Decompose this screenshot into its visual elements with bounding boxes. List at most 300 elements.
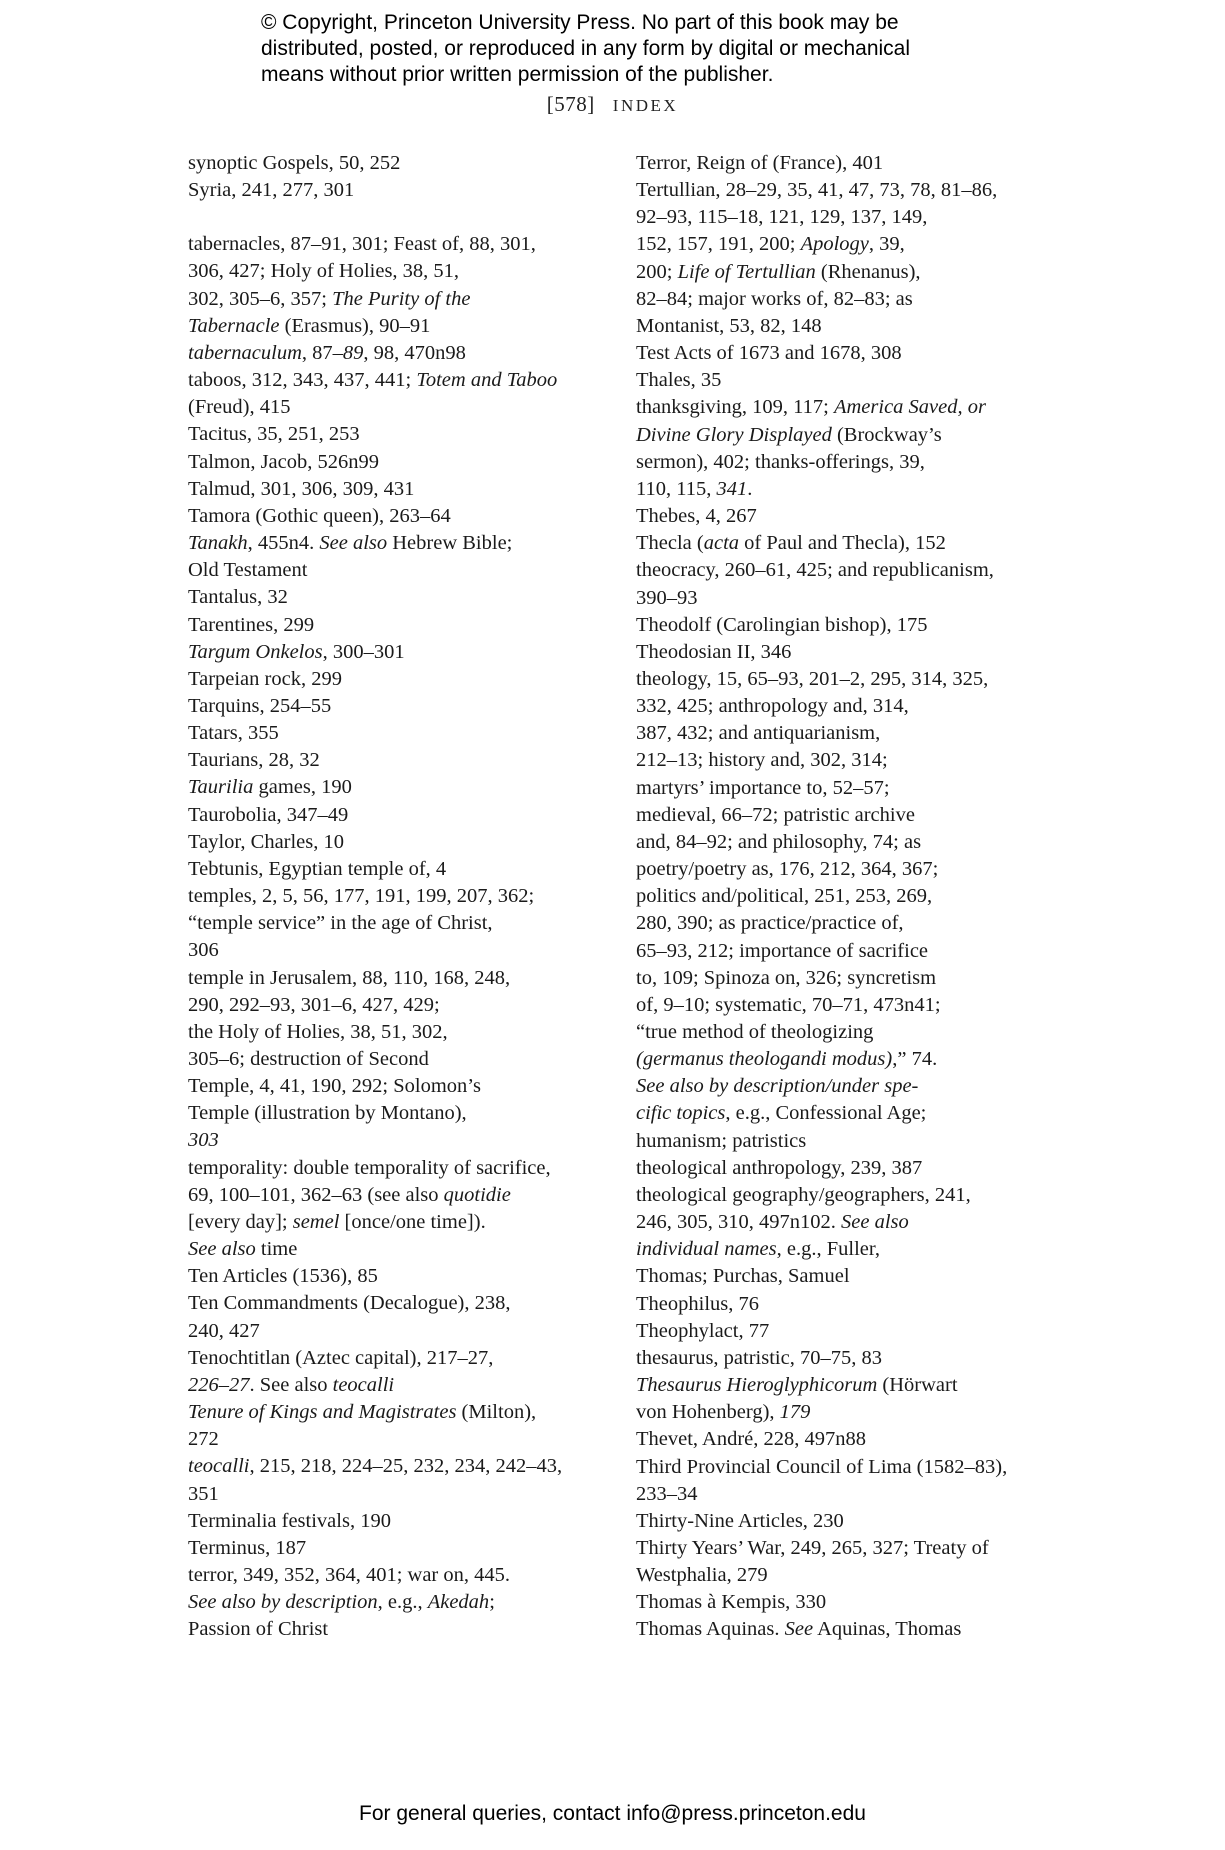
index-entry-line bbox=[188, 340, 608, 367]
entry-text: 332, 425; anthropology and, 314, bbox=[636, 695, 909, 718]
index-entry-line bbox=[188, 258, 608, 285]
index-entry-line bbox=[188, 802, 608, 829]
entry-text: 351 bbox=[188, 1482, 219, 1505]
index-entry-line bbox=[636, 1426, 1056, 1453]
index-entry-line bbox=[188, 1508, 608, 1535]
entry-text: 290, 292–93, 301–6, 427, 429; bbox=[188, 993, 440, 1016]
entry-text: the Holy of Holies, 38, 51, 302, bbox=[188, 1020, 448, 1043]
entry-text: 233–34 bbox=[636, 1482, 698, 1505]
entry-text: 82–84; major works of, 82–83; as bbox=[636, 287, 913, 310]
entry-text: (Hörwart bbox=[877, 1374, 958, 1397]
entry-text: Tatars, 355 bbox=[188, 722, 279, 745]
index-entry bbox=[636, 1508, 1056, 1535]
entry-text: 280, 390; as practice/practice of, bbox=[636, 912, 904, 935]
entry-text: 92–93, 115–18, 121, 129, 137, 149, bbox=[636, 206, 928, 229]
entry-text: Thirty Years’ War, 249, 265, 327; Treaty of bbox=[636, 1536, 989, 1559]
entry-text: humanism; patristics bbox=[636, 1129, 807, 1152]
entry-italic-text: See also bbox=[319, 532, 388, 555]
index-entry-line bbox=[636, 394, 1056, 421]
index-entry-line bbox=[188, 231, 608, 258]
index-entry-line bbox=[636, 829, 1056, 856]
entry-text: Terminus, 187 bbox=[188, 1536, 307, 1559]
entry-italic-text: teocalli bbox=[188, 1455, 250, 1478]
entry-text: Tebtunis, Egyptian temple of, 4 bbox=[188, 857, 447, 880]
entry-text: of, 9–10; systematic, 70–71, 473n41; bbox=[636, 993, 941, 1016]
entry-text: , e.g., bbox=[377, 1591, 428, 1614]
index-entry bbox=[188, 883, 608, 964]
index-entry bbox=[636, 1345, 1056, 1372]
entry-text: Tertullian, 28–29, 35, 41, 47, 73, 78, 81–86, bbox=[636, 179, 998, 202]
entry-text: Hebrew Bible; bbox=[387, 532, 513, 555]
entry-italic-text: 341 bbox=[716, 477, 748, 500]
index-entry-line bbox=[188, 530, 608, 557]
entry-text: (Brockway’s bbox=[831, 423, 942, 446]
index-entry-line bbox=[636, 503, 1056, 530]
index-entry-line bbox=[636, 1454, 1056, 1481]
entry-text: (Erasmus), 90–91 bbox=[279, 314, 431, 337]
index-entry-line bbox=[188, 449, 608, 476]
entry-text: Theodolf (Carolingian bishop), 175 bbox=[636, 613, 928, 636]
index-entry-line bbox=[188, 177, 608, 204]
index-entry-line bbox=[636, 1236, 1056, 1263]
index-entry bbox=[188, 965, 608, 1155]
index-entry bbox=[188, 1562, 608, 1643]
index-entry bbox=[636, 367, 1056, 394]
entry-text: (Freud), 415 bbox=[188, 396, 291, 419]
index-entry-line bbox=[636, 938, 1056, 965]
entry-text: 152, 157, 191, 200; bbox=[636, 233, 801, 256]
index-entry bbox=[188, 829, 608, 856]
index-entry bbox=[636, 1182, 1056, 1291]
entry-text: , e.g., Fuller, bbox=[776, 1238, 881, 1261]
entry-text: thesaurus, patristic, 70–75, 83 bbox=[636, 1346, 882, 1369]
index-entry-line bbox=[188, 1182, 608, 1209]
index-entry-line bbox=[188, 1209, 608, 1236]
index-entry-line bbox=[636, 204, 1056, 231]
index-entry bbox=[636, 503, 1056, 530]
entry-text: , e.g., Confessional Age; bbox=[725, 1102, 927, 1125]
index-entry-line bbox=[188, 1100, 608, 1127]
entry-italic-text: Totem and Taboo bbox=[416, 369, 558, 392]
index-entry-line bbox=[636, 1128, 1056, 1155]
entry-text: “temple service” in the age of Christ, bbox=[188, 912, 493, 935]
entry-text: Tamora (Gothic queen), 263–64 bbox=[188, 504, 451, 527]
index-entry bbox=[188, 476, 608, 503]
entry-text: Aquinas, Thomas bbox=[813, 1618, 962, 1641]
entry-text: synoptic Gospels, 50, 252 bbox=[188, 152, 401, 174]
entry-text: (Milton), bbox=[456, 1401, 537, 1424]
entry-text: . See also bbox=[249, 1373, 333, 1396]
index-entry-line bbox=[188, 747, 608, 774]
index-entry-line bbox=[636, 177, 1056, 204]
entry-text: temple in Jerusalem, 88, 110, 168, 248, bbox=[188, 966, 511, 989]
index-entry bbox=[636, 1318, 1056, 1345]
entry-text: Syria, 241, 277, 301 bbox=[188, 179, 355, 202]
entry-text: 302, 305–6, 357; bbox=[188, 287, 333, 310]
copyright-line: distributed, posted, or reproduced in any form by digital or mechanical bbox=[261, 37, 911, 60]
index-entry-line bbox=[636, 720, 1056, 747]
entry-text: Theophilus, 76 bbox=[636, 1292, 759, 1315]
entry-text: Old Testament bbox=[188, 559, 308, 582]
index-entry-line bbox=[188, 1426, 608, 1453]
index-entry-line bbox=[188, 992, 608, 1019]
entry-text: Montanist, 53, 82, 148 bbox=[636, 314, 822, 337]
section-title: INDEX bbox=[612, 96, 679, 115]
copyright-line: © Copyright, Princeton University Press. No part of this book may be bbox=[261, 11, 899, 34]
entry-italic-text: 179 bbox=[779, 1401, 811, 1424]
index-entry-line bbox=[188, 829, 608, 856]
index-entry bbox=[188, 1263, 608, 1290]
entry-text: Taylor, Charles, 10 bbox=[188, 830, 345, 853]
entry-text: poetry/poetry as, 176, 212, 364, 367; bbox=[636, 858, 939, 881]
index-entry bbox=[188, 856, 608, 883]
entry-text: ,” 74. bbox=[892, 1048, 938, 1071]
footer-contact: For general queries, contact info@press.princeton.edu bbox=[359, 1802, 866, 1825]
index-entry-line bbox=[188, 1399, 608, 1426]
index-entry bbox=[188, 530, 608, 584]
entry-text: Tarentines, 299 bbox=[188, 613, 315, 636]
entry-italic-text: See also by description/under spe- bbox=[636, 1075, 919, 1098]
index-entry bbox=[188, 421, 608, 448]
index-entry bbox=[636, 150, 1056, 177]
index-entry-line bbox=[636, 1073, 1056, 1100]
index-entry-line bbox=[636, 1481, 1056, 1508]
entry-text: Passion of Christ bbox=[188, 1618, 329, 1641]
entry-text: Thecla ( bbox=[636, 532, 704, 555]
index-entry bbox=[188, 367, 608, 421]
index-entry bbox=[188, 1290, 608, 1344]
index-entry-line bbox=[188, 639, 608, 666]
entry-italic-text: See also bbox=[841, 1211, 909, 1234]
entry-text: [once/one time]). bbox=[339, 1210, 486, 1233]
entry-text: 212–13; history and, 302, 314; bbox=[636, 749, 888, 772]
index-entry-line bbox=[188, 720, 608, 747]
entry-italic-text: semel bbox=[292, 1210, 340, 1233]
index-entry bbox=[188, 340, 608, 367]
entry-text: Ten Articles (1536), 85 bbox=[188, 1265, 378, 1288]
index-entry-line bbox=[188, 937, 608, 964]
entry-italic-text: quotidie bbox=[443, 1183, 511, 1206]
index-entry bbox=[188, 720, 608, 747]
entry-text: Taurobolia, 347–49 bbox=[188, 803, 349, 826]
entry-text: theological anthropology, 239, 387 bbox=[636, 1156, 923, 1179]
index-entry-line bbox=[636, 992, 1056, 1019]
entry-text: 110, 115, bbox=[636, 477, 717, 500]
index-entry bbox=[188, 693, 608, 720]
index-entry bbox=[636, 666, 1056, 1155]
entry-text: to, 109; Spinoza on, 326; syncretism bbox=[636, 966, 937, 989]
index-entry-line bbox=[636, 1182, 1056, 1209]
index-entry-line bbox=[636, 476, 1056, 503]
entry-text: thanksgiving, 109, 117; bbox=[636, 396, 834, 419]
index-entry bbox=[188, 612, 608, 639]
index-entry-line bbox=[636, 231, 1056, 258]
entry-text: Thomas à Kempis, 330 bbox=[636, 1591, 827, 1614]
index-entry-line bbox=[188, 883, 608, 910]
entry-text: 305–6; destruction of Second bbox=[188, 1048, 429, 1070]
entry-italic-text: Divine Glory Displayed bbox=[636, 423, 832, 446]
entry-italic-text: Life of Tertullian bbox=[677, 260, 816, 283]
index-entry-line bbox=[188, 965, 608, 992]
index-entry-line bbox=[188, 394, 608, 421]
index-entry-line bbox=[636, 1291, 1056, 1318]
index-entry bbox=[636, 1589, 1056, 1616]
entry-italic-text: Tenure of Kings and Magistrates bbox=[188, 1401, 457, 1424]
index-entry-line bbox=[188, 1453, 608, 1480]
entry-text: games, 190 bbox=[253, 776, 352, 799]
entry-text: 65–93, 212; importance of sacrifice bbox=[636, 939, 929, 962]
entry-italic-text: The Purity of the bbox=[332, 287, 471, 310]
index-entry-line bbox=[636, 775, 1056, 802]
entry-text: 200; bbox=[636, 260, 678, 283]
entry-italic-text: Thesaurus Hieroglyphicorum bbox=[636, 1374, 878, 1397]
index-entry-line bbox=[188, 584, 608, 611]
index-entry-line bbox=[188, 367, 608, 394]
index-entry bbox=[188, 177, 608, 204]
index-entry-line bbox=[188, 1616, 608, 1643]
index-entry-line bbox=[636, 530, 1056, 557]
entry-text: Third Provincial Council of Lima (1582–83), bbox=[636, 1455, 1008, 1478]
index-entry-line bbox=[636, 557, 1056, 584]
index-entry-line bbox=[188, 693, 608, 720]
entry-italic-text: See also by description bbox=[188, 1591, 378, 1614]
index-entry-line bbox=[188, 1019, 608, 1046]
entry-text: Ten Commandments (Decalogue), 238, bbox=[188, 1292, 511, 1315]
index-entry-line bbox=[636, 856, 1056, 883]
index-entry-line bbox=[636, 1345, 1056, 1372]
index-entry-line bbox=[636, 747, 1056, 774]
index-entry bbox=[188, 1508, 608, 1535]
index-entry bbox=[636, 639, 1056, 666]
entry-text: Tacitus, 35, 251, 253 bbox=[188, 423, 360, 446]
index-entry-line bbox=[636, 1046, 1056, 1073]
index-entry-line bbox=[188, 1046, 608, 1073]
entry-italic-text: Tanakh bbox=[188, 532, 248, 555]
entry-text: terror, 349, 352, 364, 401; war on, 445. bbox=[188, 1563, 511, 1586]
index-entry-line bbox=[188, 1073, 608, 1100]
entry-text: temples, 2, 5, 56, 177, 191, 199, 207, 362; bbox=[188, 885, 535, 908]
index-column-left bbox=[188, 150, 608, 1643]
entry-text: , 215, 218, 224–25, 232, 234, 242–43, bbox=[249, 1455, 563, 1478]
index-entry-line bbox=[636, 449, 1056, 476]
index-entry bbox=[636, 612, 1056, 639]
index-entry bbox=[188, 1345, 608, 1399]
index-entry-line bbox=[188, 1345, 608, 1372]
entry-text: Test Acts of 1673 and 1678, 308 bbox=[636, 342, 902, 365]
entry-italic-text: Taurilia bbox=[188, 776, 254, 799]
running-head bbox=[0, 92, 1225, 117]
index-entry-line bbox=[188, 313, 608, 340]
entry-text: 387, 432; and antiquarianism, bbox=[636, 722, 881, 745]
entry-text: Tantalus, 32 bbox=[188, 586, 288, 609]
entry-text: and, 84–92; and philosophy, 74; as bbox=[636, 830, 922, 853]
index-entry bbox=[636, 340, 1056, 367]
entry-italic-text: 303 bbox=[188, 1129, 219, 1152]
entry-text: politics and/political, 251, 253, 269, bbox=[636, 885, 933, 908]
entry-text: martyrs’ importance to, 52–57; bbox=[636, 776, 890, 799]
entry-text: taboos, 312, 343, 437, 441; bbox=[188, 369, 417, 392]
index-entry bbox=[188, 449, 608, 476]
index-entry-line bbox=[636, 150, 1056, 177]
entry-text: Westphalia, 279 bbox=[636, 1564, 768, 1587]
entry-text: Tarpeian rock, 299 bbox=[188, 667, 342, 690]
index-entry bbox=[188, 666, 608, 693]
index-entry bbox=[188, 584, 608, 611]
index-entry-line bbox=[636, 1263, 1056, 1290]
entry-text: , 98, 470n98 bbox=[363, 341, 466, 364]
entry-text: Thomas Aquinas. bbox=[636, 1618, 785, 1641]
entry-text: von Hohenberg), bbox=[636, 1401, 780, 1424]
index-entry-line bbox=[188, 503, 608, 530]
index-entry-line bbox=[636, 1209, 1056, 1236]
entry-text: Temple (illustration by Montano), bbox=[188, 1102, 467, 1125]
entry-italic-text: Akedah bbox=[427, 1591, 490, 1614]
entry-italic-text: Tabernacle bbox=[188, 314, 280, 337]
entry-text: 306, 427; Holy of Holies, 38, 51, bbox=[188, 260, 460, 283]
index-entry bbox=[636, 394, 1056, 503]
entry-text: theological geography/geographers, 241, bbox=[636, 1183, 971, 1206]
entry-italic-text: See also bbox=[188, 1238, 256, 1261]
entry-text: sermon), 402; thanks-offerings, 39, bbox=[636, 450, 925, 473]
index-entry-line bbox=[636, 1562, 1056, 1589]
entry-text: ; bbox=[489, 1591, 495, 1614]
index-entry-line bbox=[636, 1100, 1056, 1127]
page-number: [578] bbox=[546, 92, 595, 116]
entry-text: , 39, bbox=[868, 233, 905, 256]
index-entry-line bbox=[636, 612, 1056, 639]
index-entry bbox=[188, 1535, 608, 1562]
index-entry-line bbox=[636, 367, 1056, 394]
index-entry bbox=[188, 1155, 608, 1264]
index-entry-line bbox=[188, 1155, 608, 1182]
copyright-line: means without prior written permission of the publisher. bbox=[261, 63, 774, 86]
entry-italic-text: teocalli bbox=[332, 1373, 395, 1396]
index-entry-line bbox=[636, 259, 1056, 286]
entry-text: Thebes, 4, 267 bbox=[636, 505, 757, 528]
entry-text: (Rhenanus), bbox=[815, 260, 921, 283]
index-entry-line bbox=[636, 1616, 1056, 1643]
index-entry-line bbox=[188, 1236, 608, 1263]
entry-text: 390–93 bbox=[636, 586, 698, 609]
index-entry-line bbox=[636, 910, 1056, 937]
entry-text: Theophylact, 77 bbox=[636, 1319, 770, 1342]
index-entry-line bbox=[636, 313, 1056, 340]
entry-italic-text: tabernaculum bbox=[188, 341, 302, 364]
entry-italic-text: America Saved, or bbox=[833, 396, 986, 419]
entry-text: Thirty-Nine Articles, 230 bbox=[636, 1509, 844, 1532]
index-entry bbox=[636, 530, 1056, 557]
entry-italic-text: acta bbox=[703, 532, 740, 555]
index-entry-line bbox=[188, 1481, 608, 1508]
index-entry-line bbox=[188, 666, 608, 693]
index-entry bbox=[188, 1399, 608, 1453]
entry-text: Talmon, Jacob, 526n99 bbox=[188, 450, 380, 473]
index-entry-line bbox=[188, 1535, 608, 1562]
index-entry-line bbox=[636, 585, 1056, 612]
entry-italic-text: See bbox=[784, 1618, 814, 1641]
index-entry-line bbox=[188, 476, 608, 503]
index-entry-line bbox=[188, 1562, 608, 1589]
index-entry bbox=[188, 231, 608, 340]
index-entry bbox=[188, 747, 608, 774]
entry-text: , 455n4. bbox=[247, 532, 320, 555]
index-entry-line bbox=[188, 1263, 608, 1290]
entry-italic-text: Apology bbox=[800, 233, 869, 256]
index-entry bbox=[636, 1454, 1056, 1508]
entry-text: Tenochtitlan (Aztec capital), 217–27, bbox=[188, 1346, 494, 1369]
index-entry-line bbox=[188, 557, 608, 584]
entry-text: , 87– bbox=[301, 341, 343, 364]
entry-italic-text: cific topics bbox=[636, 1102, 726, 1125]
entry-italic-text: Targum Onkelos bbox=[188, 640, 323, 663]
index-entry-line bbox=[188, 856, 608, 883]
entry-text: time bbox=[255, 1238, 298, 1261]
index-entry bbox=[636, 1616, 1056, 1643]
index-entry-line bbox=[188, 286, 608, 313]
index-entry-line bbox=[636, 422, 1056, 449]
index-entry bbox=[188, 802, 608, 829]
index-entry-line bbox=[636, 1535, 1056, 1562]
index-entry bbox=[636, 177, 1056, 340]
entry-text: theocracy, 260–61, 425; and republicanism, bbox=[636, 559, 994, 582]
index-entry bbox=[188, 150, 608, 177]
index-entry-line bbox=[188, 150, 608, 177]
entry-text: Terminalia festivals, 190 bbox=[188, 1509, 391, 1532]
index-entry-line bbox=[188, 1318, 608, 1345]
index-entry bbox=[188, 639, 608, 666]
entry-text: theology, 15, 65–93, 201–2, 295, 314, 325, bbox=[636, 667, 989, 690]
index-entry-line bbox=[636, 1589, 1056, 1616]
index-entry-line bbox=[188, 1127, 608, 1154]
index-entry-line bbox=[636, 666, 1056, 693]
index-entry-line bbox=[636, 1318, 1056, 1345]
index-entry-line bbox=[636, 639, 1056, 666]
index-entry bbox=[636, 1535, 1056, 1589]
index-entry bbox=[636, 1155, 1056, 1182]
index-entry-line bbox=[636, 883, 1056, 910]
index-entry bbox=[188, 1453, 608, 1507]
index-entry bbox=[636, 1426, 1056, 1453]
index-entry-line bbox=[188, 910, 608, 937]
index-entry-line bbox=[636, 286, 1056, 313]
index-entry-line bbox=[636, 1508, 1056, 1535]
index-entry bbox=[636, 557, 1056, 611]
entry-text: 306 bbox=[188, 939, 219, 962]
entry-text: 272 bbox=[188, 1428, 219, 1451]
index-entry-line bbox=[636, 1155, 1056, 1182]
index-entry-line bbox=[188, 421, 608, 448]
index-entry bbox=[188, 774, 608, 801]
entry-text: Terror, Reign of (France), 401 bbox=[636, 152, 884, 174]
index-entry-line bbox=[188, 1372, 608, 1399]
entry-text: . bbox=[747, 477, 753, 500]
index-entry-line bbox=[636, 1399, 1056, 1426]
index-entry-line bbox=[188, 612, 608, 639]
entry-text: 246, 305, 310, 497n102. bbox=[636, 1211, 841, 1234]
entry-text: medieval, 66–72; patristic archive bbox=[636, 803, 915, 826]
entry-text: Thales, 35 bbox=[636, 369, 722, 392]
index-entry-line bbox=[188, 774, 608, 801]
index-entry-line bbox=[636, 802, 1056, 829]
entry-text: , 300–301 bbox=[322, 640, 405, 663]
entry-italic-text: 89 bbox=[342, 341, 364, 364]
entry-text: Taurians, 28, 32 bbox=[188, 749, 320, 772]
index-entry-line bbox=[636, 693, 1056, 720]
index-entry-line bbox=[188, 1290, 608, 1317]
entry-italic-text: 226–27 bbox=[188, 1373, 250, 1396]
entry-text: 69, 100–101, 362–63 (see also bbox=[188, 1183, 444, 1206]
entry-italic-text: individual names bbox=[636, 1238, 777, 1261]
